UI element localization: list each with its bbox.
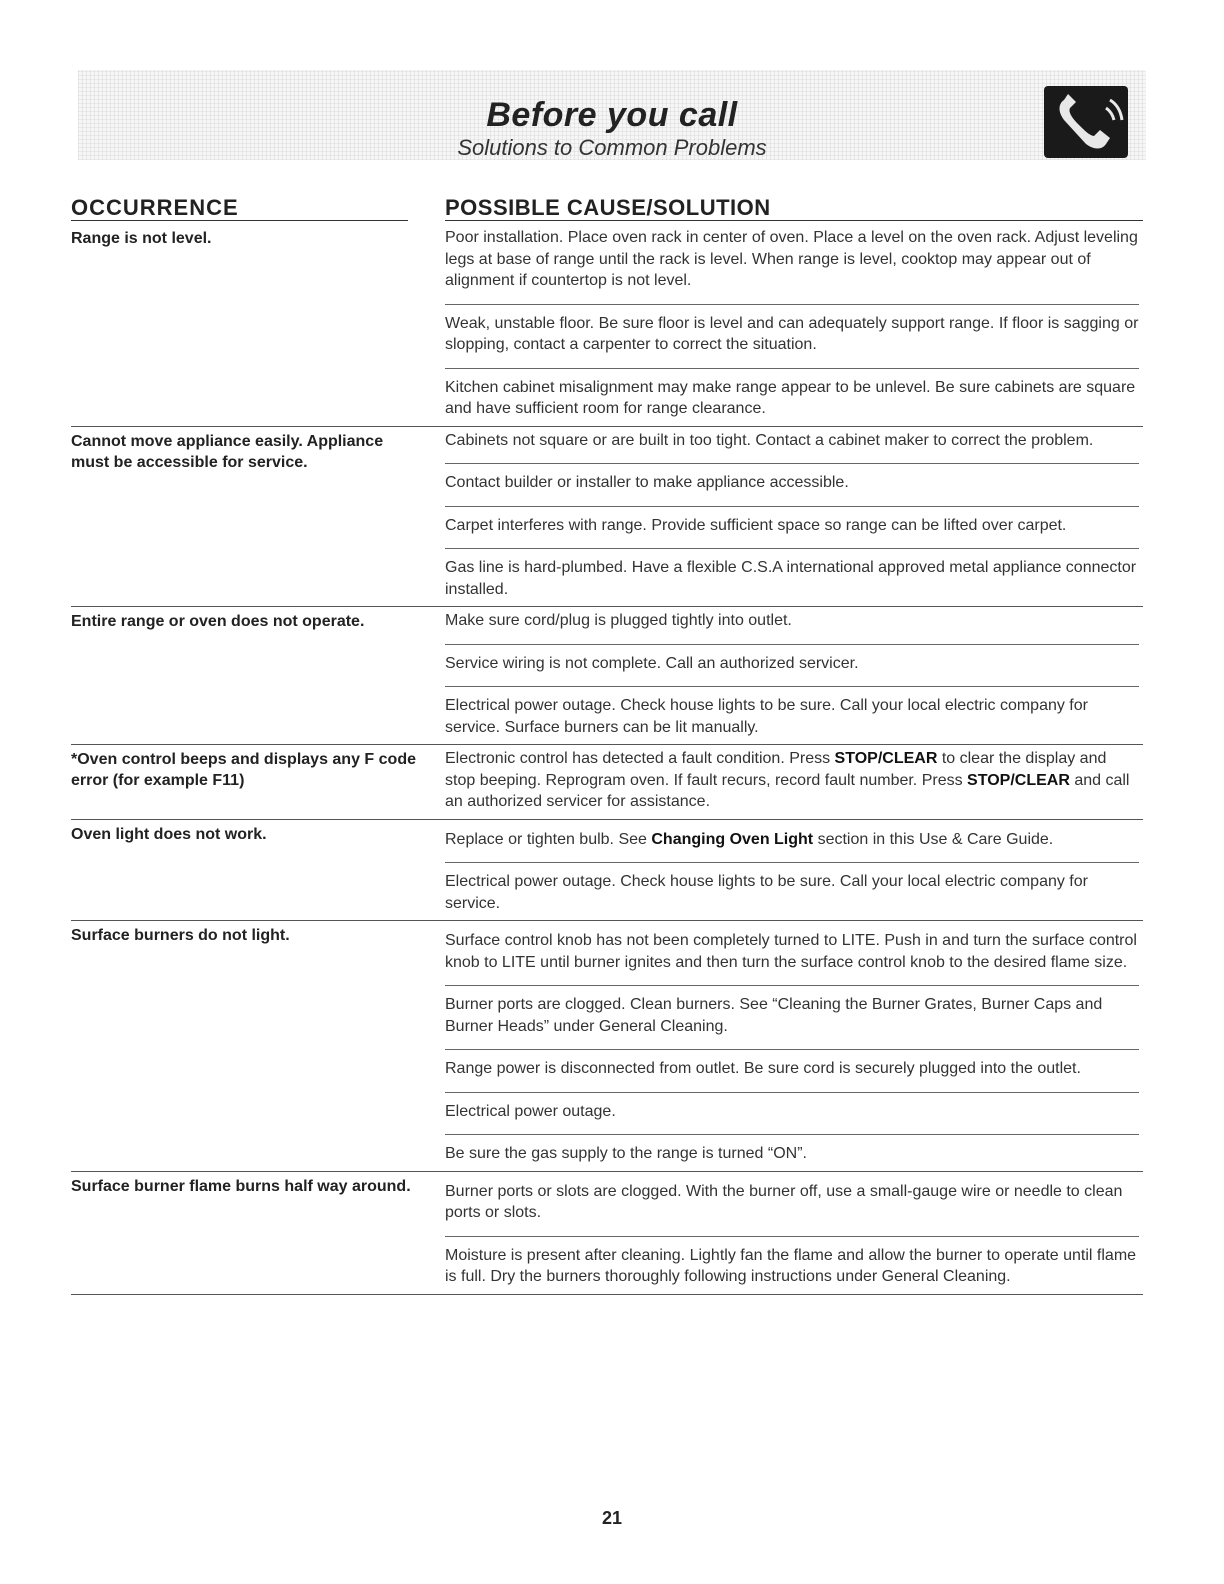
solution-item: Kitchen cabinet misalignment may make range appear to be unlevel. Be sure cabinets are square and have sufficient room for range clearance.	[445, 368, 1139, 426]
occurrence-text: Oven light does not work.	[71, 825, 267, 843]
solution-item: Surface control knob has not been completely turned to LITE. Push in and turn the surface control knob to LITE until burner ignites and then turn the surface control knob to the desired flame size.	[445, 932, 1137, 971]
solution-item: Gas line is hard-plumbed. Have a flexible C.S.A international approved metal appliance connector installed.	[445, 548, 1139, 606]
solution-item: Burner ports are clogged. Clean burners. See “Cleaning the Burner Grates, Burner Caps and Burner Heads” under General Cleaning.	[445, 985, 1139, 1043]
solution-item: Service wiring is not complete. Call an authorized servicer.	[445, 644, 1139, 681]
occurrence-text: Cannot move appliance easily. Appliance must be accessible for service.	[71, 432, 384, 471]
solution-list	[445, 224, 1139, 426]
solution-item	[445, 820, 1139, 857]
problem-group-cannot-move	[71, 427, 1143, 608]
solution-list	[445, 820, 1139, 921]
solution-header: POSSIBLE CAUSE/SOLUTION	[445, 196, 1143, 221]
occurrence-text: *Oven control beeps and displays any F code error (for example F11)	[71, 751, 416, 789]
solution-item: Be sure the gas supply to the range is turned “ON”.	[445, 1134, 1139, 1171]
solution-item: Carpet interferes with range. Provide sufficient space so range can be lifted over carpet.	[445, 506, 1139, 543]
solution-text: to clear the display and stop beeping. Reprogram oven. If fault recurs, record fault number. Press	[445, 750, 1107, 789]
solution-text: Electronic control has detected a fault condition. Press	[445, 750, 835, 767]
header-banner	[78, 70, 1146, 160]
solution-item: Poor installation. Place oven rack in center of oven. Place a level on the oven rack. Adjust leveling legs at base of range until the rack is level. When range is level, cooktop may appear out of alignment if countertop is not level.	[445, 229, 1138, 289]
solution-item: Make sure cord/plug is plugged tightly into outlet.	[445, 612, 792, 629]
solution-list	[445, 921, 1139, 1171]
solution-item: Electrical power outage. Check house lights to be sure. Call your local electric company for service.	[445, 862, 1139, 920]
solution-list	[445, 607, 1139, 744]
solution-item: Electrical power outage.	[445, 1092, 1139, 1129]
solution-text: and call an authorized servicer for assistance.	[445, 771, 1130, 810]
solution-item: Weak, unstable floor. Be sure floor is level and can adequately support range. If floor is sagging or slopping, contact a carpenter to correct the situation.	[445, 304, 1139, 362]
solution-list	[445, 745, 1139, 819]
occurrence-header: OCCURRENCE	[71, 196, 408, 221]
solution-item: Cabinets not square or are built in too tight. Contact a cabinet maker to correct the problem.	[445, 431, 1094, 449]
problem-group-oven-light	[71, 820, 1143, 922]
section-reference: Changing Oven Light	[651, 830, 814, 848]
solution-item	[445, 745, 1139, 819]
problem-group-does-not-operate	[71, 607, 1143, 745]
page-number: 21	[601, 1508, 623, 1528]
solution-item: Range power is disconnected from outlet. Be sure cord is securely plugged into the outlet.	[445, 1049, 1139, 1086]
solution-item: Contact builder or installer to make appliance accessible.	[445, 463, 1139, 500]
phone-icon	[1044, 86, 1128, 158]
solution-list	[445, 1172, 1139, 1294]
occurrence-text: Surface burners do not light.	[71, 927, 290, 944]
solution-list	[445, 427, 1139, 607]
solution-text: section in this Use & Care Guide.	[813, 830, 1054, 848]
solution-item: Electrical power outage. Check house lights to be sure. Call your local electric company for service. Surface burners can be lit manually.	[445, 686, 1139, 744]
troubleshooting-table	[71, 224, 1143, 1295]
problem-group-range-not-level	[71, 224, 1143, 427]
stop-clear-key: STOP/CLEAR	[967, 771, 1070, 789]
page-title: Before you call	[486, 96, 738, 134]
stop-clear-key: STOP/CLEAR	[834, 750, 938, 767]
page-subtitle: Solutions to Common Problems	[457, 135, 767, 160]
problem-group-flame-half-way	[71, 1172, 1143, 1295]
occurrence-text: Range is not level.	[71, 230, 212, 247]
solution-item: Moisture is present after cleaning. Lightly fan the flame and allow the burner to operate until flame is full. Dry the burners thoroughly following instructions under General Cleaning.	[445, 1236, 1139, 1294]
column-headers	[71, 196, 1143, 222]
solution-item: Burner ports or slots are clogged. With the burner off, use a small-gauge wire or needle to clean ports or slots.	[445, 1182, 1123, 1221]
occurrence-text: Surface burner flame burns half way around.	[71, 1177, 411, 1195]
problem-group-f-code-error	[71, 745, 1143, 820]
solution-text: Replace or tighten bulb. See	[445, 830, 652, 848]
problem-group-burners-do-not-light	[71, 921, 1143, 1172]
occurrence-text: Entire range or oven does not operate.	[71, 613, 365, 630]
